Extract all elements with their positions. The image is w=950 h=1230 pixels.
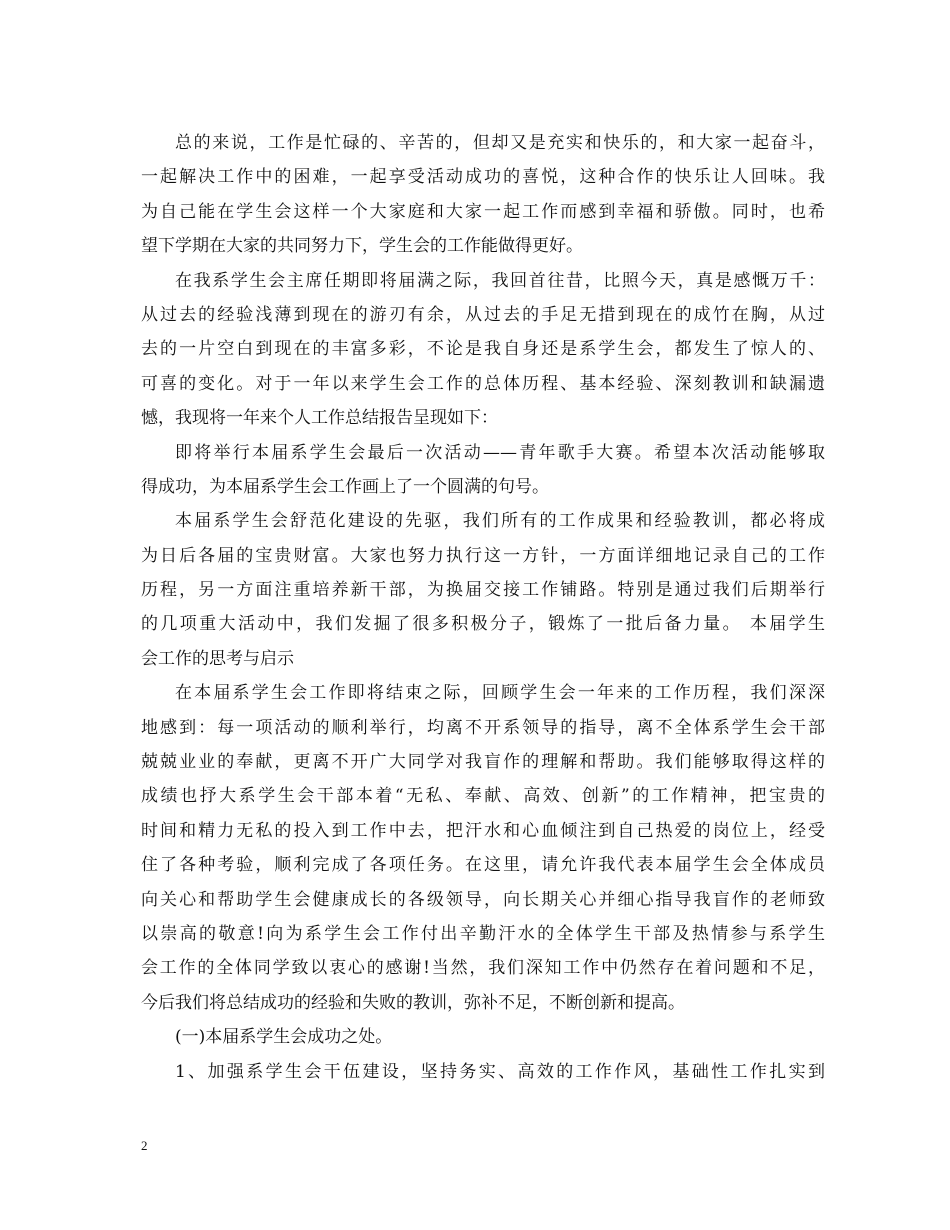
paragraph-line: 今后我们将总结成功的经验和失败的教训，弥补不足，不断创新和提高。 xyxy=(141,992,685,1013)
paragraph-line: 成绩也抒大系学生会干部本着“无私、奉献、高效、创新”的工作精神，把宝贵的 xyxy=(141,786,825,807)
paragraph-line: 1、加强系学生会干伍建设，坚持务实、高效的工作作风，基础性工作扎实到 xyxy=(175,1061,825,1082)
paragraph-line: 即将举行本届系学生会最后一次活动——青年歌手大赛。希望本次活动能够取 xyxy=(175,442,825,463)
paragraph-line: 向关心和帮助学生会健康成长的各级领导，向长期关心并细心指导我盲作的老师致 xyxy=(141,889,825,910)
document-body xyxy=(141,126,825,1089)
paragraph-line: 历程，另一方面注重培养新干部，为换届交接工作铺路。特别是通过我们后期举行 xyxy=(141,580,825,601)
paragraph-line: 一起解决工作中的困难，一起享受活动成功的喜悦，这种合作的快乐让人回味。我 xyxy=(141,167,825,188)
paragraph-line: 憾，我现将一年来个人工作总结报告呈现如下： xyxy=(141,408,498,429)
section-heading: (一)本届系学生会成功之处。 xyxy=(175,1027,393,1048)
paragraph-line: 住了各种考验，顺利完成了各项任务。在这里，请允许我代表本届学生会全体成员 xyxy=(141,855,825,876)
paragraph-line: 以崇高的敬意!向为系学生会工作付出辛勤汗水的全体学生干部及热情参与系学生 xyxy=(141,923,825,944)
page-number: 2 xyxy=(141,1138,148,1153)
paragraph-line: 时间和精力无私的投入到工作中去，把汗水和心血倾注到自己热爱的岗位上，经受 xyxy=(141,820,825,841)
paragraph-line: 为自己能在学生会这样一个大家庭和大家一起工作而感到幸福和骄傲。同时，也希 xyxy=(141,201,825,222)
paragraph-line: 总的来说，工作是忙碌的、辛苦的，但却又是充实和快乐的，和大家一起奋斗， xyxy=(175,133,825,153)
paragraph-line: 从过去的经验浅薄到现在的游刃有余，从过去的手足无措到现在的成竹在胸，从过 xyxy=(141,304,825,325)
paragraph-line: 会工作的全体同学致以衷心的感谢!当然，我们深知工作中仍然存在着问题和不足， xyxy=(141,958,825,979)
paragraph-line: 望下学期在大家的共同努力下，学生会的工作能做得更好。 xyxy=(141,236,583,257)
paragraph-line: 地感到：每一项活动的顺利举行，均离不开系领导的指导，离不全体系学生会干部 xyxy=(141,717,825,738)
paragraph-line: 的几项重大活动中，我们发掘了很多积极分子，锻炼了一批后备力量。 本届学生 xyxy=(141,614,825,635)
paragraph-line: 在我系学生会主席任期即将届满之际，我回首往昔，比照今天，真是感慨万千： xyxy=(175,270,825,291)
paragraph-line: 得成功，为本届系学生会工作画上了一个圆满的句号。 xyxy=(141,476,549,497)
paragraph-line: 可喜的变化。对于一年以来学生会工作的总体历程、基本经验、深刻教训和缺漏遗 xyxy=(141,373,825,394)
paragraph-line: 去的一片空白到现在的丰富多彩，不论是我自身还是系学生会，都发生了惊人的、 xyxy=(141,339,825,360)
paragraph-line: 本届系学生会舒范化建设的先驱，我们所有的工作成果和经验教训，都必将成 xyxy=(175,511,825,532)
paragraph-line: 会工作的思考与启示 xyxy=(141,648,294,669)
paragraph-line: 兢兢业业的奉献，更离不开广大同学对我盲作的理解和帮助。我们能够取得这样的 xyxy=(141,752,825,773)
paragraph-line: 为日后各届的宝贵财富。大家也努力执行这一方针，一方面详细地记录自己的工作 xyxy=(141,545,825,566)
paragraph-line: 在本届系学生会工作即将结束之际，回顾学生会一年来的工作历程，我们深深 xyxy=(175,683,825,704)
